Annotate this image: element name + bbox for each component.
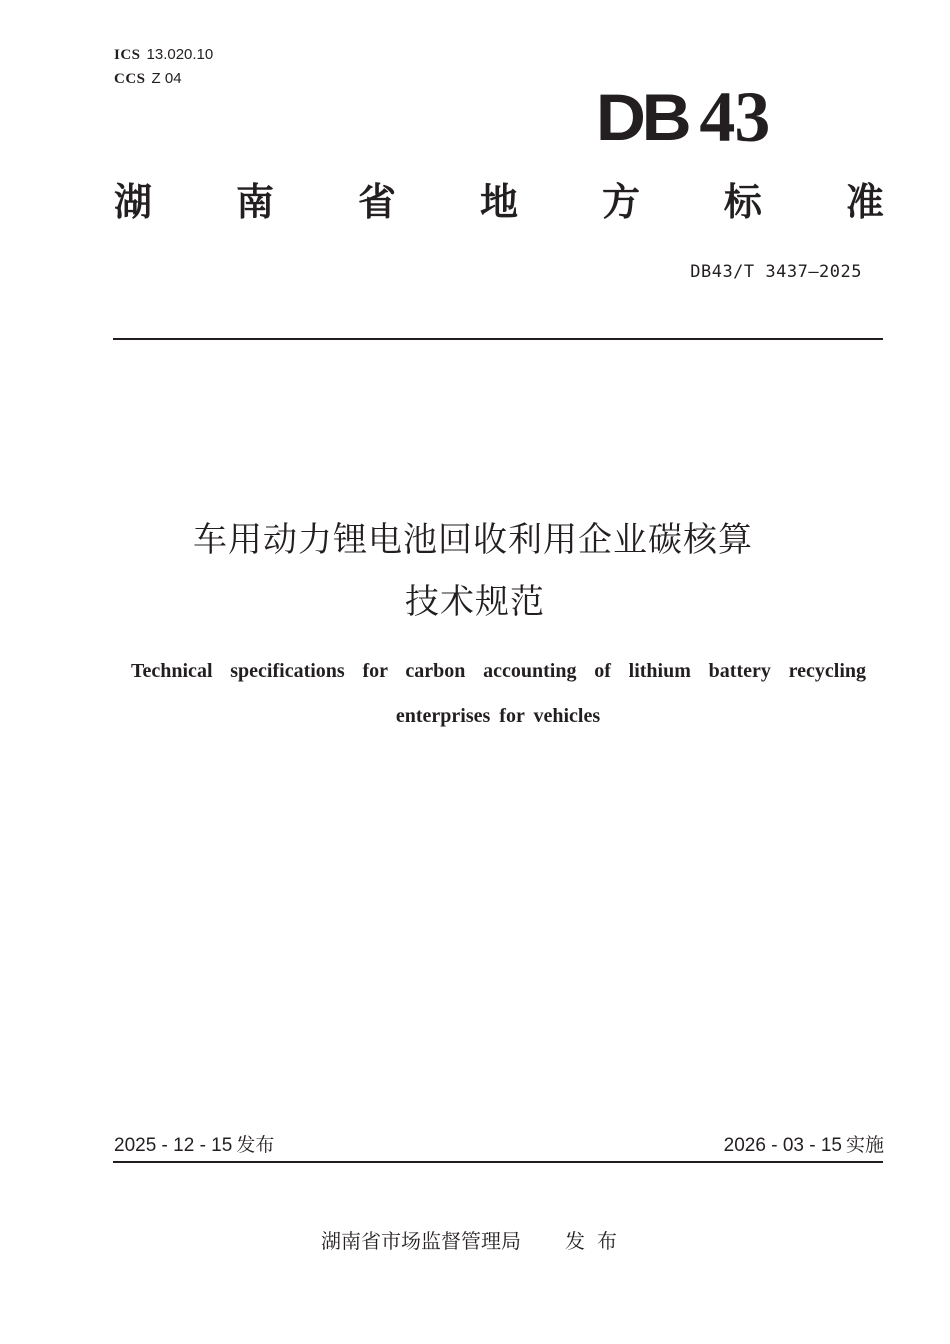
standard-number: DB43/T 3437—2025: [690, 262, 862, 282]
issue-date-label: 发布: [236, 1134, 275, 1156]
publisher: [0, 1227, 950, 1255]
heading-char: 湖: [114, 180, 153, 224]
title-cn-line2: 技术规范: [405, 582, 545, 622]
ics-value: 13.020.10: [146, 46, 214, 63]
province-code: 43: [699, 77, 770, 157]
db43-logo: [595, 77, 770, 157]
implementation-date-value: 2026 - 03 - 15: [723, 1135, 842, 1156]
ics-label: ICS: [114, 47, 141, 63]
bottom-divider: [113, 1161, 883, 1163]
title-cn-line1: 车用动力锂电池回收利用企业碳核算: [193, 520, 753, 560]
ccs-label: CCS: [114, 71, 146, 87]
implementation-date: [724, 1132, 884, 1159]
issue-date-value: 2025 - 12 - 15: [114, 1135, 233, 1156]
ics-code: [114, 45, 213, 64]
heading-char: 准: [845, 180, 884, 224]
implementation-date-label: 实施: [845, 1134, 884, 1156]
db-letters: DB: [595, 80, 688, 154]
heading-char: 南: [235, 180, 274, 224]
heading-char: 标: [723, 180, 762, 224]
ccs-value: Z 04: [151, 70, 182, 87]
db-mark-icon: [595, 80, 688, 154]
heading-char: 地: [479, 180, 518, 224]
title-en-line2: enterprises for vehicles: [395, 705, 601, 727]
publish-action: 发布: [565, 1229, 629, 1253]
heading-char: 省: [357, 180, 396, 224]
standard-type-heading: [114, 178, 884, 226]
publisher-name: 湖南省市场监督管理局: [321, 1229, 521, 1253]
issue-date: [114, 1132, 274, 1159]
top-divider: [113, 338, 883, 340]
title-en-line1: Technical specifications for carbon accounting of lithium battery recycling: [131, 660, 866, 682]
heading-char: 方: [601, 180, 640, 224]
ccs-code: [114, 69, 182, 88]
